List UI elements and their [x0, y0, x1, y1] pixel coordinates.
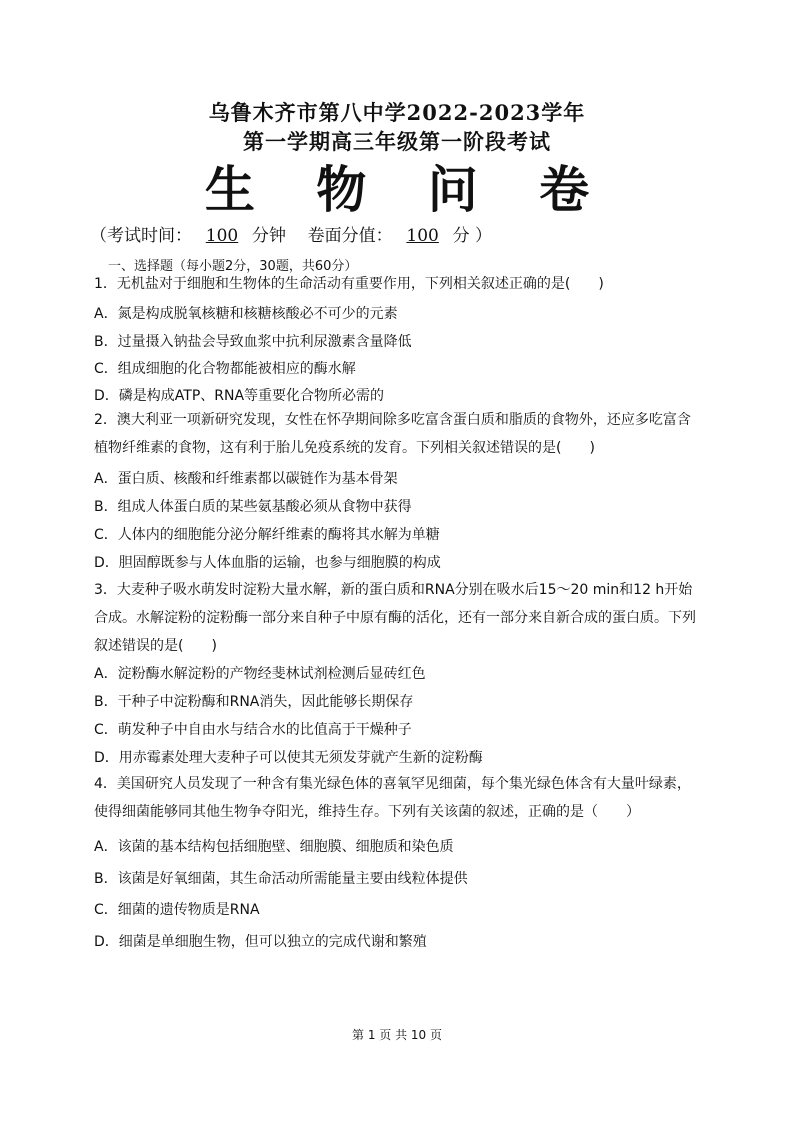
question-3-option-c: C．萌发种子中自由水与结合水的比值高于干燥种子: [94, 722, 412, 738]
question-4-option-b: B．该菌是好氧细菌，其生命活动所需能量主要由线粒体提供: [94, 871, 468, 887]
question-2-stem: 2．澳大利亚一项新研究发现，女性在怀孕期间除多吃富含蛋白质和脂质的食物外，还应多吃富含植物纤维素的食物，这有利于胎儿免疫系统的发育。下列相关叙述错误的是( ): [94, 412, 691, 456]
question-1-stem: 1．无机盐对于细胞和生物体的生命活动有重要作用，下列相关叙述正确的是( ): [94, 276, 604, 292]
question-4-option-d: D．细菌是单细胞生物，但可以独立的完成代谢和繁殖: [94, 934, 427, 950]
section-title: 一、选择题（每小题2分，30题，共60分）: [108, 259, 358, 274]
question-1-option-c: C．组成细胞的化合物都能被相应的酶水解: [94, 361, 356, 377]
time-value: 100: [205, 226, 239, 246]
question-4-option-c: C．细菌的遗传物质是RNA: [94, 902, 260, 918]
question-4-stem: 4．美国研究人员发现了一种含有集光绿色体的喜氧罕见细菌，每个集光绿色体含有大量叶绿素，使得细菌能够同其他生物争夺阳光，维持生存。下列有关该菌的叙述，正确的是（ ）: [94, 776, 691, 820]
score-unit: 分 ）: [452, 226, 493, 246]
question-3-stem: 3．大麦种子吸水萌发时淀粉大量水解，新的蛋白质和RNA分别在吸水后15～20 min和12 h开始合成。水解淀粉的淀粉酶一部分来自种子中原有酶的活化，还有一部分来自新合成的蛋白质。下列叙述错误的是( ): [94, 582, 696, 654]
question-1-option-a: A．氮是构成脱氧核糖和核糖核酸必不可少的元素: [94, 306, 398, 322]
score-label: 卷面分值：: [307, 226, 393, 246]
page-footer: 第 1 页 共 10 页: [352, 1028, 442, 1042]
question-4-option-a: A．该菌的基本结构包括细胞壁、细胞膜、细胞质和染色质: [94, 839, 454, 855]
question-3-option-d: D．用赤霉素处理大麦种子可以使其无须发芽就产生新的淀粉酶: [94, 750, 483, 766]
time-unit: 分钟: [252, 226, 286, 246]
question-1-option-b: B．过量摄入钠盐会导致血浆中抗利尿激素含量降低: [94, 334, 412, 350]
school-title: 乌鲁木齐市第八中学2022-2023学年: [208, 100, 586, 125]
subject-title: 生 物 问 卷: [204, 160, 612, 219]
question-2-option-d: D．胆固醇既参与人体血脂的运输，也参与细胞膜的构成: [94, 555, 441, 571]
time-label: （考试时间：: [90, 226, 192, 246]
question-3-option-b: B．干种子中淀粉酶和RNA消失，因此能够长期保存: [94, 694, 414, 710]
term-title: 第一学期高三年级第一阶段考试: [243, 129, 551, 154]
question-2-option-a: A．蛋白质、核酸和纤维素都以碳链作为基本骨架: [94, 471, 398, 487]
question-3-option-a: A．淀粉酶水解淀粉的产物经斐林试剂检测后显砖红色: [94, 666, 426, 682]
exam-info: [90, 221, 492, 246]
question-1-option-d: D．磷是构成ATP、RNA等重要化合物所必需的: [94, 388, 385, 404]
question-2-option-c: C．人体内的细胞能分泌分解纤维素的酶将其水解为单糖: [94, 527, 440, 543]
score-value: 100: [406, 226, 439, 246]
question-2-option-b: B．组成人体蛋白质的某些氨基酸必须从食物中获得: [94, 499, 412, 515]
